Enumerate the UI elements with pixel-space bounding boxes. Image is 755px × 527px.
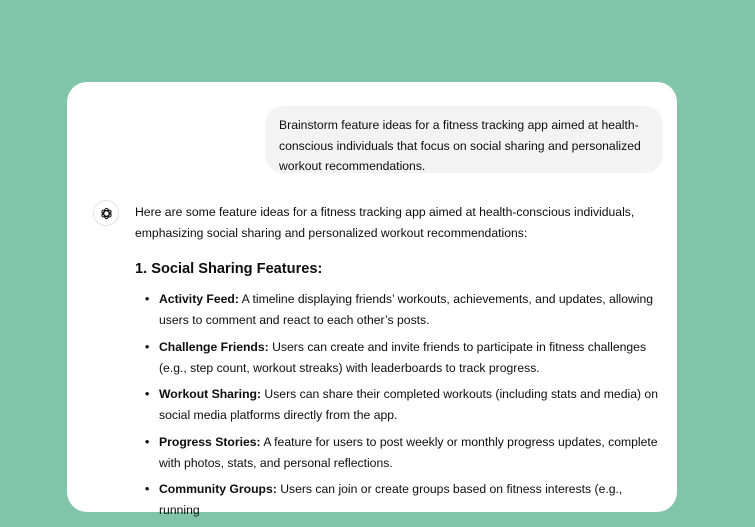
feature-term: Challenge Friends:	[159, 339, 269, 354]
feature-term: Activity Feed:	[159, 292, 239, 306]
bullet-icon: •	[145, 387, 150, 401]
bullet-icon: •	[145, 339, 150, 354]
chat-card	[67, 82, 677, 517]
list-item	[135, 289, 665, 331]
feature-text: A feature for users to post weekly or monthly progress updates, complete with photos, stats, and personal reflections.	[159, 434, 658, 470]
openai-logo-icon	[99, 206, 114, 221]
list-item	[135, 384, 665, 426]
feature-term: Progress Stories:	[159, 434, 261, 449]
feature-term: Community Groups:	[159, 482, 277, 496]
list-item	[135, 432, 665, 474]
list-item	[135, 479, 665, 521]
feature-text: Users can share their completed workouts (including stats and media) on social media platforms directly from the app.	[159, 387, 658, 422]
section-heading: 1. Social Sharing Features:	[135, 261, 323, 277]
feature-term: Workout Sharing:	[159, 387, 262, 401]
user-message-text: Brainstorm feature ideas for a fitness tracking app aimed at health-conscious individuals that focus on social sharing and personalized workout recommendations.	[279, 118, 641, 173]
feature-text: Users can create and invite friends to participate in fitness challenges (e.g., step count, workout streaks) with leaderboards to track progress.	[159, 339, 647, 375]
assistant-message	[135, 202, 665, 527]
list-item	[135, 337, 665, 379]
feature-text: A timeline displaying friends’ workouts, achievements, and updates, allowing users to comment and react to each other’s posts.	[159, 292, 654, 327]
feature-text: Users can join or create groups based on fitness interests (e.g., running	[159, 482, 623, 517]
bullet-icon: •	[145, 292, 150, 306]
bullet-icon: •	[145, 434, 150, 449]
user-message-bubble	[265, 106, 663, 173]
feature-list	[135, 289, 665, 521]
assistant-intro: Here are some feature ideas for a fitness tracking app aimed at health-conscious individuals, emphasizing social sharing and personalized workout recommendations:	[135, 205, 635, 240]
assistant-avatar	[93, 200, 119, 226]
bullet-icon: •	[145, 482, 150, 496]
